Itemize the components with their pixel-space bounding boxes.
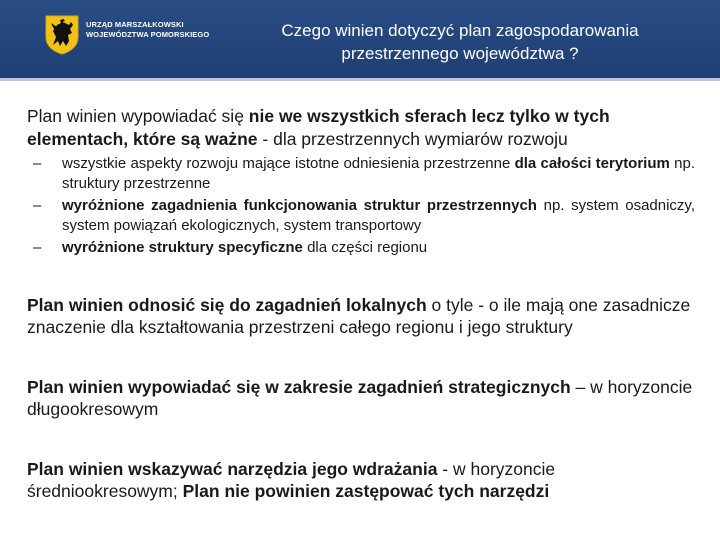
spacer: [27, 421, 695, 458]
spacer: [27, 261, 695, 294]
scope-bullet-list: [27, 154, 695, 258]
paragraph-implementation-tools: Plan winien wskazywać narzędzia jego wdrażania - w horyzoncie średniookresowym; Plan nie powinien zastępować tych narzędzi: [27, 458, 556, 501]
organization-name: [86, 20, 209, 39]
header-bar: [0, 0, 720, 78]
header-divider: [0, 78, 720, 81]
list-item: – wyróżnione zagadnienia funkcjonowania struktur przestrzennych np. system osadniczy, system powiązań ekologicznych, system transportowy: [33, 197, 695, 234]
paragraph-scope: Plan winien wypowiadać się nie we wszystkich sferach lecz tylko w tych elementach, które są ważne - dla przestrzennych wymiarów rozwoju: [27, 106, 610, 149]
paragraph-local-issues: Plan winien odnosić się do zagadnień lokalnych o tyle - o ile mają one zasadnicze znaczenie dla kształtowania przestrzeni całego regionu i jego struktury: [27, 294, 691, 337]
slide-content: [27, 105, 695, 503]
griffin-coat-of-arms-icon: [45, 15, 79, 55]
list-item: – wszystkie aspekty rozwoju mające istotne odniesienia przestrzenne dla całości terytorium np. struktury przestrzenne: [33, 155, 695, 192]
paragraph-strategic-issues: Plan winien wypowiadać się w zakresie zagadnień strategicznych – w horyzoncie długookresowym: [27, 376, 693, 419]
list-item: – wyróżnione struktury specyficzne dla części regionu: [33, 239, 428, 256]
title-line-2: przestrzennego województwa ?: [341, 44, 579, 63]
org-line-1: URZĄD MARSZAŁKOWSKI: [86, 20, 184, 29]
title-line-1: Czego winien dotyczyć plan zagospodarowania: [281, 21, 639, 40]
org-line-2: WOJEWÓDZTWA POMORSKIEGO: [86, 29, 210, 39]
slide-title: [220, 19, 700, 65]
spacer: [27, 339, 695, 376]
